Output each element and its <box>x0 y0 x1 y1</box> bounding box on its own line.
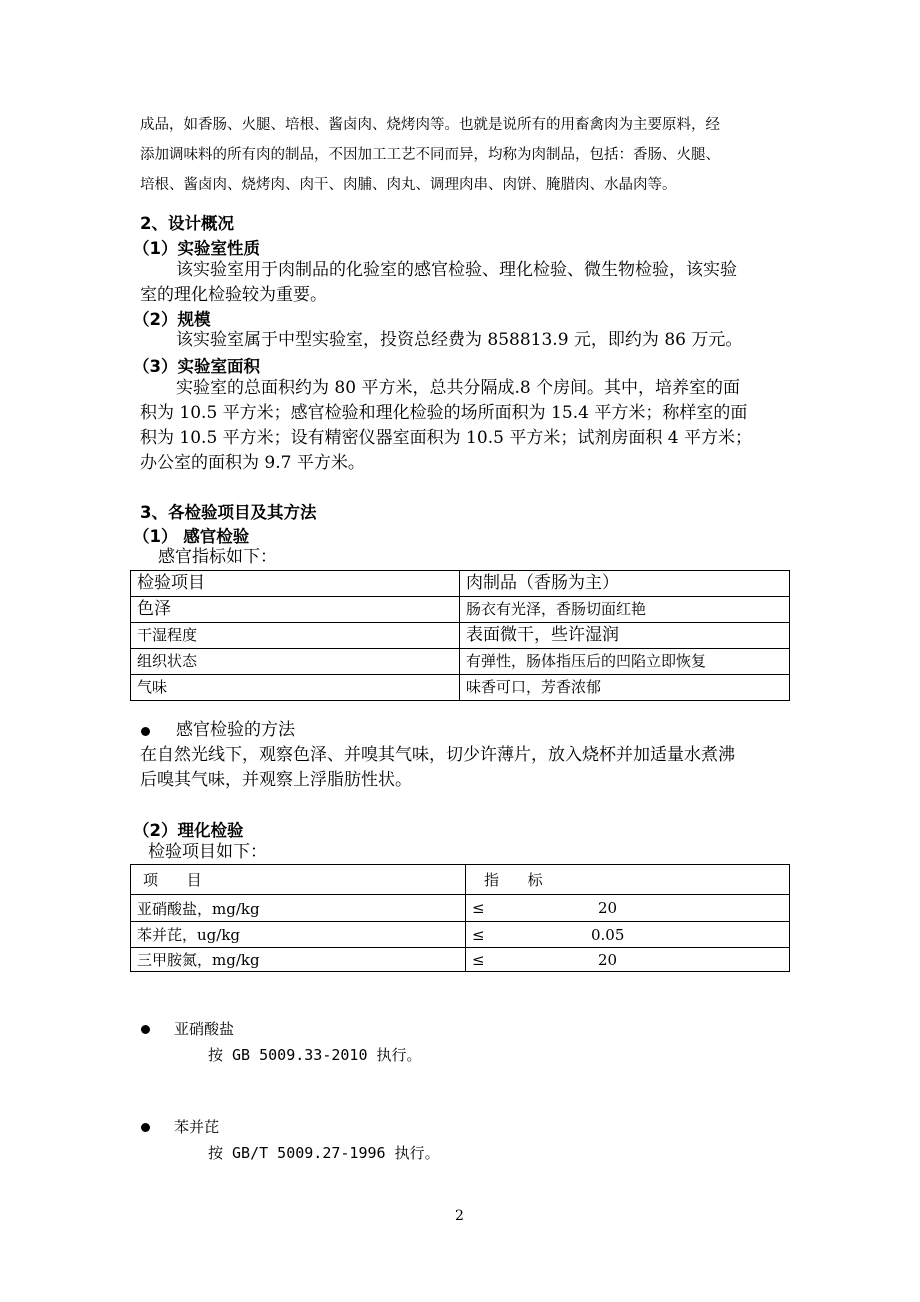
sub-3-title: （3）实验室面积 <box>133 357 260 376</box>
table-cell: 表面微干，些许湿润 <box>460 623 790 649</box>
table-row <box>131 649 790 675</box>
paragraph-line: 办公室的面积为 9.7 平方米。 <box>140 453 365 473</box>
table-cell: ≤ <box>466 922 539 948</box>
table-header-cell: 检验项目 <box>131 571 460 597</box>
table-cell: 苯并芘，ug/kg <box>131 922 466 948</box>
table-cell: 干湿程度 <box>131 623 460 649</box>
table-cell: 三甲胺氮，mg/kg <box>131 948 466 972</box>
intro-line: 培根、酱卤肉、烧烤肉、肉干、肉脯、肉丸、调理肉串、肉饼、腌腊肉、水晶肉等。 <box>140 177 677 193</box>
scale-paragraph: 该实验室属于中型实验室，投资总经费为 858813.9 元，即约为 86 万元。 <box>176 330 743 350</box>
table-cell: 0.05 <box>538 922 790 948</box>
sensory-method-paragraph <box>140 743 735 793</box>
table-header-row <box>131 865 790 895</box>
bullet-icon <box>141 727 150 736</box>
table-header-row <box>131 571 790 597</box>
table-cell: 20 <box>538 895 790 922</box>
bullet-icon <box>141 1025 150 1034</box>
paragraph-line: 实验室的总面积约为 80 平方米，总共分隔成.8 个房间。其中，培养室的面 <box>176 378 741 398</box>
paragraph-line: 该实验室用于肉制品的化验室的感官检验、理化检验、微生物检验，该实验 <box>176 260 737 280</box>
sub-2-title: （2）规模 <box>133 310 211 329</box>
table-cell: 亚硝酸盐，mg/kg <box>131 895 466 922</box>
physchem-table <box>130 864 790 972</box>
sensory-caption: 感官指标如下： <box>158 547 277 567</box>
paragraph-line: 积为 10.5 平方米；设有精密仪器室面积为 10.5 平方米；试剂房面积 4 平方米； <box>140 428 752 448</box>
nitrite-bullet: 亚硝酸盐 <box>174 1020 235 1038</box>
table-cell: 有弹性，肠体指压后的凹陷立即恢复 <box>460 649 790 675</box>
table-cell: ≤ <box>466 948 539 972</box>
area-paragraph <box>140 376 752 476</box>
section-3-title: 3、各检验项目及其方法 <box>140 503 317 522</box>
table-row <box>131 948 790 972</box>
intro-paragraph <box>140 110 720 200</box>
table-row <box>131 597 790 623</box>
table-header-cell: 指 标 <box>466 865 790 895</box>
sensory-subtitle: （1） 感官检验 <box>133 527 250 546</box>
bullet-icon <box>141 1123 150 1132</box>
table-cell: 肠衣有光泽，香肠切面红艳 <box>460 597 790 623</box>
nitrite-method: 按 GB 5009.33-2010 执行。 <box>208 1046 422 1064</box>
table-header-cell: 肉制品（香肠为主） <box>460 571 790 597</box>
sensory-table <box>130 570 790 701</box>
sensory-method-bullet: 感官检验的方法 <box>176 720 295 740</box>
table-header-cell: 项 目 <box>131 865 466 895</box>
table-cell: 色泽 <box>131 597 460 623</box>
intro-line: 成品，如香肠、火腿、培根、酱卤肉、烧烤肉等。也就是说所有的用畜禽肉为主要原料，经 <box>140 117 720 133</box>
physchem-subtitle: （2）理化检验 <box>133 821 244 840</box>
table-cell: ≤ <box>466 895 539 922</box>
table-cell: 组织状态 <box>131 649 460 675</box>
table-row <box>131 922 790 948</box>
physchem-caption: 检验项目如下： <box>148 842 267 862</box>
table-cell: 味香可口，芳香浓郁 <box>460 675 790 701</box>
table-cell: 20 <box>538 948 790 972</box>
paragraph-line: 在自然光线下，观察色泽、并嗅其气味，切少许薄片，放入烧杯并加适量水煮沸 <box>140 745 735 765</box>
benzopyrene-bullet: 苯并芘 <box>174 1118 220 1136</box>
paragraph-line: 积为 10.5 平方米；感官检验和理化检验的场所面积为 15.4 平方米；称样室的面 <box>140 403 748 423</box>
sub-1-title: （1）实验室性质 <box>133 239 260 258</box>
table-row <box>131 623 790 649</box>
lab-nature-paragraph <box>140 258 737 308</box>
table-row <box>131 895 790 922</box>
table-cell: 气味 <box>131 675 460 701</box>
intro-line: 添加调味料的所有肉的制品，不因加工工艺不同而异，均称为肉制品，包括：香肠、火腿、 <box>140 147 720 163</box>
paragraph-line: 室的理化检验较为重要。 <box>140 285 327 305</box>
table-row <box>131 675 790 701</box>
paragraph-line: 后嗅其气味，并观察上浮脂肪性状。 <box>140 770 412 790</box>
benzopyrene-method: 按 GB/T 5009.27-1996 执行。 <box>208 1144 440 1162</box>
page-number: 2 <box>455 1208 464 1224</box>
section-2-title: 2、设计概况 <box>140 214 234 233</box>
